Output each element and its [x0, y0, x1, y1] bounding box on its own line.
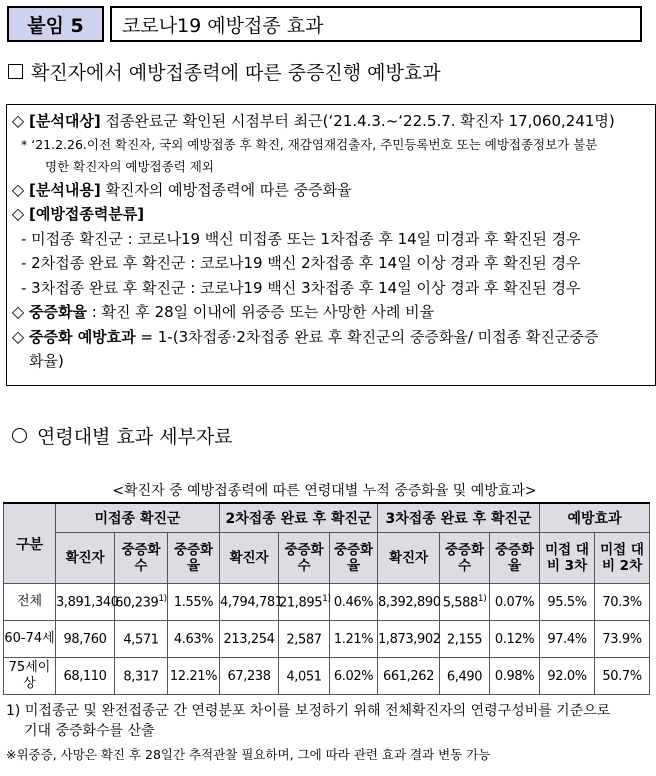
subheader-severe-count: 중증화수 [440, 533, 490, 584]
group-header-dose2: 2차접종 완료 후 확진군 [220, 503, 378, 533]
cell-effect-2: 70.3% [595, 584, 650, 621]
class-item: - 2차접종 완료 후 확진군 : 코로나19 백신 2차접종 후 14일 이상 경과 후 확진된 경우 [21, 254, 581, 272]
diamond-bullet-icon: ◇ [11, 179, 25, 199]
note-line-1: * ‘21.2.26.이전 확진자, 국외 예방접종 후 확진, 재감염재검출자, 주민등록번호 또는 예방접종정보가 불분 [21, 136, 598, 152]
age-effect-table [3, 502, 650, 695]
footnote-2: ※위중증, 사망은 확진 후 28일간 추적관찰 필요하며, 그에 따라 관련 효과 결과 변동 가능 [6, 747, 491, 762]
info-box [6, 104, 656, 386]
table-caption: <확진자 중 예방접종력에 따른 연령대별 누적 중증화율 및 예방효과> [112, 483, 537, 499]
cell-unvax-severe: 60,239$^{1)}$ [115, 584, 168, 621]
diamond-bullet-icon: ◇ [11, 204, 25, 223]
cell-d2-severe: 4,051 [279, 658, 330, 695]
diamond-bullet-icon: ◇ [11, 326, 25, 346]
cell-d2-severe: 2,587 [279, 621, 330, 658]
cell-d3-severe: 6,490 [440, 658, 490, 695]
cell-unvax-rate: 4.63% [168, 621, 220, 658]
cell-effect-3: 97.4% [540, 621, 595, 658]
cell-d2-severe: 21,895$^{1)}$ [279, 584, 330, 621]
severe-rate-label: 중증화율 [29, 303, 87, 321]
cell-d2-rate: 6.02% [330, 658, 378, 695]
table-subheader-row [4, 533, 650, 584]
analysis-content-label: [분석내용] [29, 180, 101, 199]
prevent-effect-row [7, 325, 655, 350]
analysis-content-text: 확진자의 예방접종력에 따른 중증화율 [100, 180, 352, 199]
cell-d2-confirmed: 213,254 [220, 621, 279, 658]
cell-effect-3: 92.0% [540, 658, 595, 695]
group-header-effect: 예방효과 [540, 503, 650, 533]
classification-label: [예방접종력분류] [29, 205, 145, 223]
cell-unvax-severe: 8,317 [115, 658, 168, 695]
table-header-row [4, 503, 650, 533]
cell-unvax-confirmed: 98,760 [56, 621, 115, 658]
group-header-unvaccinated: 미접종 확진군 [56, 503, 220, 533]
subheader-severe-count: 중증화수 [279, 533, 330, 584]
col-group-label: 구분 [4, 503, 56, 584]
analysis-target-label: [분석대상] [29, 112, 101, 130]
analysis-target-text: 접종완료군 확인된 시점부터 최근(‘21.4.3.~‘22.5.7. 확진자 17,060,241명) [100, 112, 615, 130]
cell-effect-3: 95.5% [540, 584, 595, 621]
row-label: 60-74세 [4, 621, 56, 658]
note-line-2: 명한 확진자의 예방접종력 제외 [45, 158, 214, 174]
cell-unvax-rate: 12.21% [168, 658, 220, 695]
cell-d2-rate: 1.21% [330, 621, 378, 658]
cell-unvax-rate: 1.55% [168, 584, 220, 621]
group-header-dose3: 3차접종 완료 후 확진군 [378, 503, 540, 533]
cell-d2-confirmed: 67,238 [220, 658, 279, 695]
section1-heading [8, 58, 441, 85]
subheader-confirmed: 확진자 [56, 533, 115, 584]
appendix-tag: 붙임 5 [7, 6, 104, 42]
diamond-bullet-icon: ◇ [11, 111, 25, 130]
subheader-confirmed: 확진자 [378, 533, 440, 584]
analysis-content-row [7, 178, 655, 203]
section1-title: 확진자에서 예방접종력에 따른 중증진행 예방효과 [31, 62, 441, 84]
cell-d3-confirmed: 661,262 [378, 658, 440, 695]
footnote-1-line-2: 기대 중증화수를 산출 [24, 723, 155, 739]
diamond-bullet-icon: ◇ [11, 302, 25, 321]
cell-d3-confirmed: 8,392,890 [378, 584, 440, 621]
cell-unvax-severe: 4,571 [115, 621, 168, 658]
cell-unvax-confirmed: 3,891,340 [56, 584, 115, 621]
table-row [4, 584, 650, 621]
cell-d3-rate: 0.98% [490, 658, 540, 695]
section2-heading [12, 422, 233, 449]
cell-d3-severe: 5,588$^{1)}$ [440, 584, 490, 621]
classification-row [7, 202, 655, 227]
class-item: - 3차접종 완료 후 확진군 : 코로나19 백신 3차접종 후 14일 이상 경과 후 확진된 경우 [21, 278, 581, 297]
section2-title: 연령대별 효과 세부자료 [37, 426, 233, 448]
cell-d3-rate: 0.07% [490, 584, 540, 621]
table-row [4, 621, 650, 658]
cell-d3-confirmed: 1,873,902 [378, 621, 440, 658]
severe-rate-row [7, 300, 655, 325]
square-bullet-icon [8, 64, 23, 79]
cell-effect-2: 73.9% [595, 621, 650, 658]
prevent-effect-cont: 화율) [29, 352, 64, 370]
subheader-vs-unvax-3: 미접 대비 3차 [540, 533, 595, 584]
cell-unvax-confirmed: 68,110 [56, 658, 115, 695]
subheader-severe-count: 중증화수 [115, 533, 168, 584]
analysis-target-row [7, 109, 655, 134]
severe-rate-text: : 확진 후 28일 이내에 위중증 또는 사망한 사례 비율 [86, 303, 435, 321]
subheader-severe-rate: 중증화율 [330, 533, 378, 584]
cell-d3-severe: 2,155 [440, 621, 490, 658]
prevent-effect-label: 중증화 예방효과 [29, 327, 136, 346]
row-label: 75세이상 [4, 658, 56, 695]
subheader-severe-rate: 중증화율 [490, 533, 540, 584]
prevent-effect-text: = 1-(3차접종·2차접종 완료 후 확진군의 중증화율/ 미접종 확진군중증 [135, 327, 599, 346]
row-label: 전체 [4, 584, 56, 621]
table-row [4, 658, 650, 695]
subheader-confirmed: 확진자 [220, 533, 279, 584]
footnote-1 [6, 701, 610, 741]
cell-effect-2: 50.7% [595, 658, 650, 695]
cell-d2-confirmed: 4,794,781 [220, 584, 279, 621]
cell-d3-rate: 0.12% [490, 621, 540, 658]
subheader-severe-rate: 중증화율 [168, 533, 220, 584]
page-title: 코로나19 예방접종 효과 [110, 6, 642, 42]
footnote-1-line-1: 1) 미접종군 및 완전접종군 간 연령분포 차이를 보정하기 위해 전체확진자의 연령구성비를 기준으로 [6, 703, 611, 719]
class-item: - 미접종 확진군 : 코로나19 백신 미접종 또는 1차접종 후 14일 미경과 후 확진된 경우 [21, 229, 581, 248]
subheader-vs-unvax-2: 미접 대비 2차 [595, 533, 650, 584]
circle-bullet-icon [12, 428, 27, 443]
cell-d2-rate: 0.46% [330, 584, 378, 621]
